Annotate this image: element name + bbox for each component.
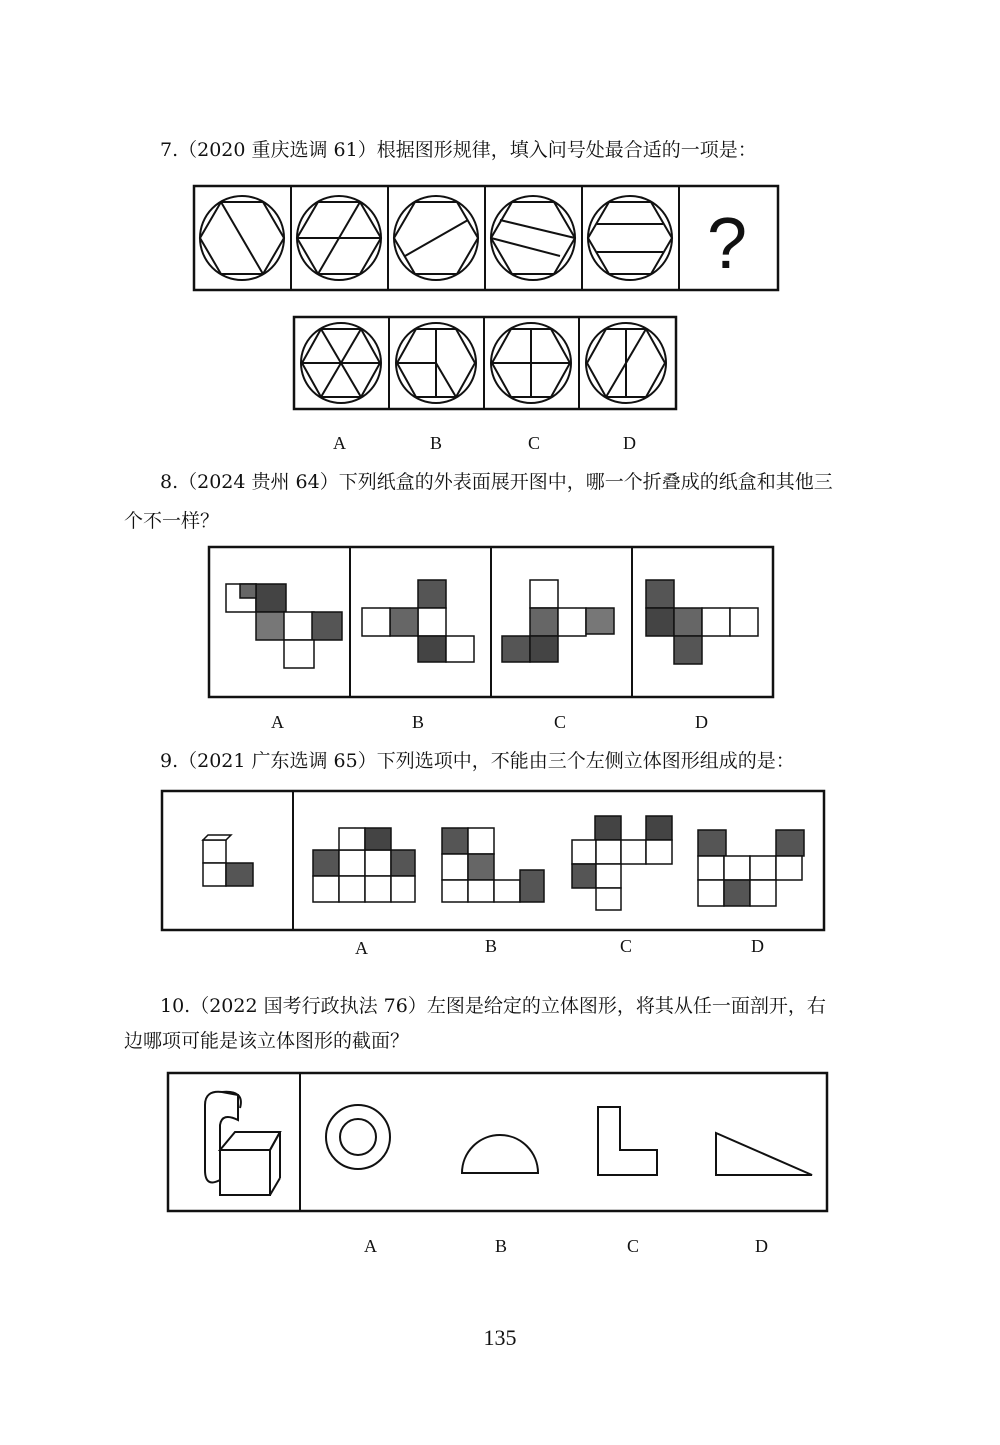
question-10-text-line2: 边哪项可能是该立体图形的截面？ (124, 1030, 410, 1052)
q7-option-c-label: C (528, 433, 541, 453)
question-8-text-line2: 个不一样？ (124, 510, 220, 532)
q7-option-b-label: B (430, 433, 443, 453)
q10-option-a-label: A (364, 1236, 377, 1256)
q10-option-b-label: B (495, 1236, 508, 1256)
q8-option-a-label: A (271, 712, 284, 732)
q9-option-b-label: B (485, 936, 498, 956)
question-mark-cell: ? (706, 204, 748, 284)
q9-option-a-label: A (355, 938, 368, 958)
question-8-text-line1: 8.（2024 贵州 64）下列纸盒的外表面展开图中，哪一个折叠成的纸盒和其他三 (160, 471, 833, 493)
q8-option-b-label: B (412, 712, 425, 732)
q9-option-d-label: D (751, 936, 764, 956)
q8-option-c-label: C (554, 712, 567, 732)
q7-option-a-label: A (333, 433, 346, 453)
question-7-text: 7.（2020 重庆选调 61）根据图形规律，填入问号处最合适的一项是： (160, 139, 757, 161)
q7-option-d-label: D (623, 433, 636, 453)
q9-option-c-label: C (620, 936, 633, 956)
page-number: 135 (483, 1325, 517, 1350)
q10-option-c-label: C (627, 1236, 640, 1256)
question-9-text: 9.（2021 广东选调 65）下列选项中，不能由三个左侧立体图形组成的是： (160, 750, 795, 772)
q8-option-d-label: D (695, 712, 708, 732)
q10-option-d-label: D (755, 1236, 768, 1256)
question-10-text-line1: 10.（2022 国考行政执法 76）左图是给定的立体图形，将其从任一面剖开，右 (160, 995, 826, 1017)
